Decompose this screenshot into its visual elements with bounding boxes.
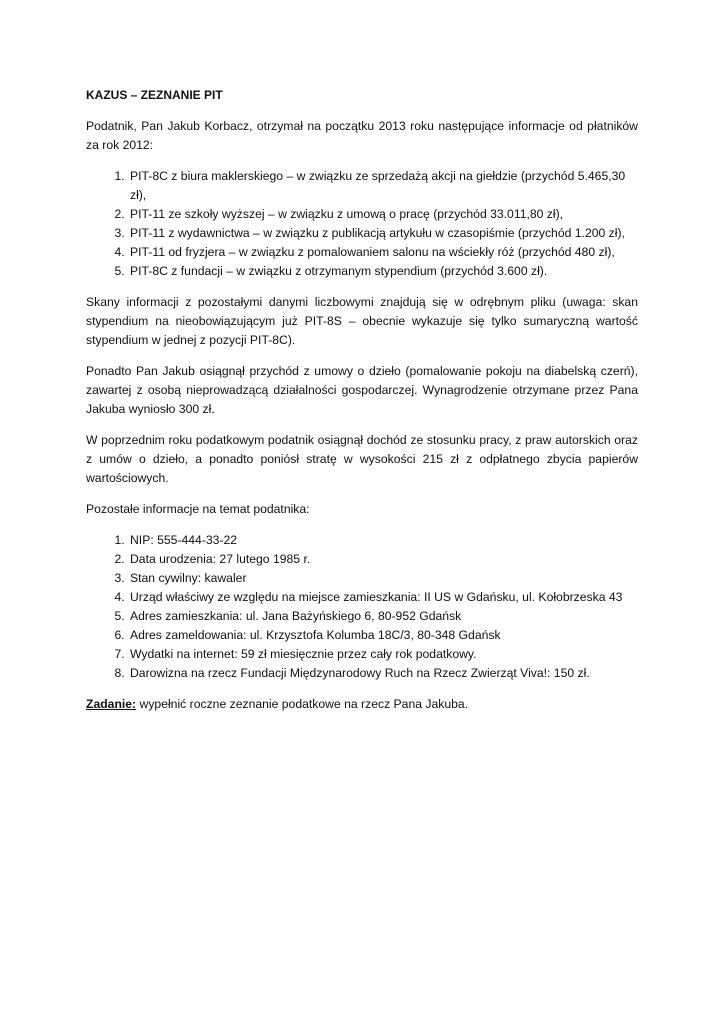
list-item: 5. Adres zamieszkania: ul. Jana Bażyńskiego 6, 80-952 Gdańsk <box>128 607 638 626</box>
task-paragraph <box>86 695 638 714</box>
list-item: 6. Adres zameldowania: ul. Krzysztofa Kolumba 18C/3, 80-348 Gdańsk <box>128 626 638 645</box>
task-label: Zadanie: <box>86 697 137 711</box>
list-item: 4. PIT-11 od fryzjera – w związku z pomalowaniem salonu na wściekły róż (przychód 480 zł), <box>128 243 638 262</box>
other-info-list <box>86 531 638 683</box>
other-info-heading: Pozostałe informacje na temat podatnika: <box>86 502 310 516</box>
document-title: KAZUS – ZEZNANIE PIT <box>86 88 223 102</box>
task-text: wypełnić roczne zeznanie podatkowe na rzecz Pana Jakuba. <box>136 697 469 711</box>
scans-paragraph: Skany informacji z pozostałymi danymi liczbowymi znajdują się w odrębnym pliku (uwaga: skan stypendium na nieobowiązującym już PIT-8S – obecnie wykazuje się tylko sumaryczną wartość stypendium w jednej z pozycji PIT-8C). <box>86 295 638 347</box>
list-item: 7. Wydatki na internet: 59 zł miesięcznie przez cały rok podatkowy. <box>128 645 638 664</box>
pit-list <box>86 167 638 281</box>
list-item: 2. PIT-11 ze szkoły wyższej – w związku z umową o pracę (przychód 33.011,80 zł), <box>128 205 638 224</box>
list-item: 3. Stan cywilny: kawaler <box>128 569 638 588</box>
previous-year-paragraph: W poprzednim roku podatkowym podatnik osiągnął dochód ze stosunku pracy, z praw autorskich oraz z umów o dzieło, a ponadto poniósł stratę w wysokości 215 zł z odpłatnego zbycia papierów wartościowych. <box>86 433 638 485</box>
document-page <box>86 86 638 726</box>
list-item: 1. PIT-8C z biura maklerskiego – w związku ze sprzedażą akcji na giełdzie (przychód 5.465,30 zł), <box>128 167 638 205</box>
list-item: 1. NIP: 555-444-33-22 <box>128 531 638 550</box>
list-item: 3. PIT-11 z wydawnictwa – w związku z publikacją artykułu w czasopiśmie (przychód 1.200 zł), <box>128 224 638 243</box>
list-item: 5. PIT-8C z fundacji – w związku z otrzymanym stypendium (przychód 3.600 zł). <box>128 262 638 281</box>
list-item: 8. Darowizna na rzecz Fundacji Międzynarodowy Ruch na Rzecz Zwierząt Viva!: 150 zł. <box>128 664 638 683</box>
intro-paragraph: Podatnik, Pan Jakub Korbacz, otrzymał na początku 2013 roku następujące informacje od płatników za rok 2012: <box>86 119 638 152</box>
list-item: 2. Data urodzenia: 27 lutego 1985 r. <box>128 550 638 569</box>
contract-paragraph: Ponadto Pan Jakub osiągnął przychód z umowy o dzieło (pomalowanie pokoju na diabelską czerń), zawartej z osobą nieprowadzącą działalności gospodarczej. Wynagrodzenie otrzymane przez Pana Jakuba wyniosło 300 zł. <box>86 364 638 416</box>
list-item: 4. Urząd właściwy ze względu na miejsce zamieszkania: II US w Gdańsku, ul. Kołobrzeska 43 <box>128 588 638 607</box>
